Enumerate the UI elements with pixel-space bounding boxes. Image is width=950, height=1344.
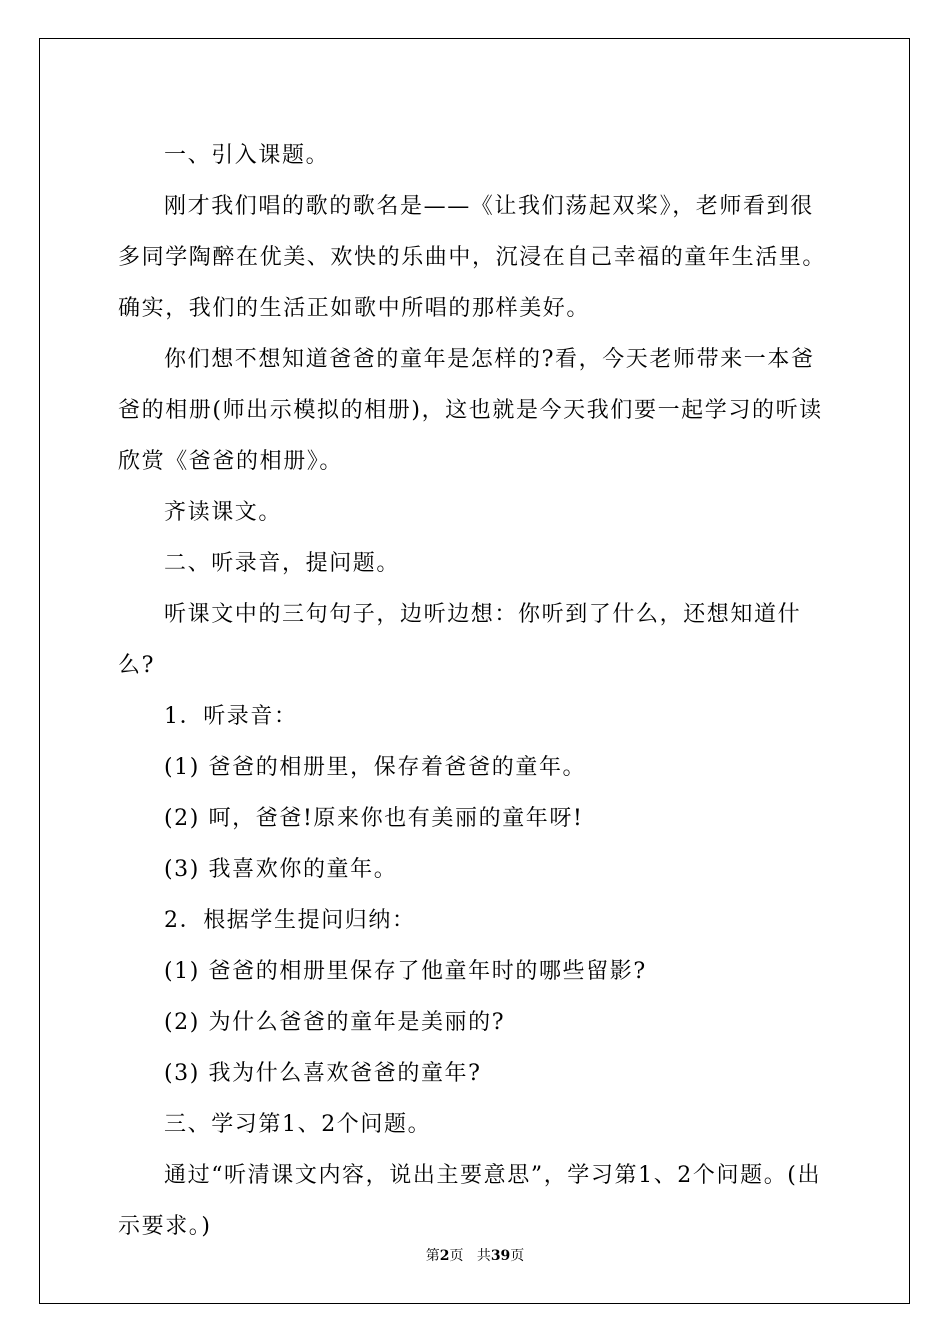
list-item: (3) 我为什么喜欢爸爸的童年? [164,1061,482,1086]
paragraph: 刚才我们唱的歌的歌名是——《让我们荡起双桨》，老师看到很多同学陶醉在优美、欢快的乐曲中，沉浸在自己幸福的童年生活里。确实，我们的生活正如歌中所唱的那样美好。 [118,194,827,321]
footer-page-suffix: 页 [449,1248,464,1264]
paragraph-heading-3: 三、学习第1、2个问题。 [164,1112,432,1137]
list-item: (1) 爸爸的相册里保存了他童年时的哪些留影? [164,959,647,984]
list-item: (2) 为什么爸爸的童年是美丽的? [164,1010,506,1035]
footer-page-prefix: 第 [425,1248,440,1264]
footer-total-prefix: 共 [476,1248,491,1264]
paragraph-heading-1: 一、引入课题。 [164,143,330,168]
paragraph-heading-2: 二、听录音，提问题。 [164,551,401,576]
paragraph: 齐读课文。 [164,500,283,525]
list-item: (2) 呵，爸爸!原来你也有美丽的童年呀! [164,806,584,831]
footer-page-number: 2 [439,1248,450,1264]
footer-total-pages: 39 [490,1248,511,1264]
list-item: (3) 我喜欢你的童年。 [164,857,398,882]
list-heading: 1．听录音： [164,704,298,729]
paragraph: 通过“听清课文内容，说出主要意思”，学习第1、2个问题。(出示要求。) [118,1163,822,1239]
document-body [118,130,833,1252]
page-footer [0,1245,950,1265]
list-heading: 2．根据学生提问归纳： [164,908,416,933]
paragraph: 你们想不想知道爸爸的童年是怎样的?看，今天老师带来一本爸爸的相册(师出示模拟的相册)，这也就是今天我们要一起学习的听读欣赏《爸爸的相册》。 [118,347,823,474]
list-item: (1) 爸爸的相册里，保存着爸爸的童年。 [164,755,587,780]
footer-total-suffix: 页 [510,1248,525,1264]
paragraph: 听课文中的三句句子，边听边想：你听到了什么，还想知道什么? [118,602,802,678]
